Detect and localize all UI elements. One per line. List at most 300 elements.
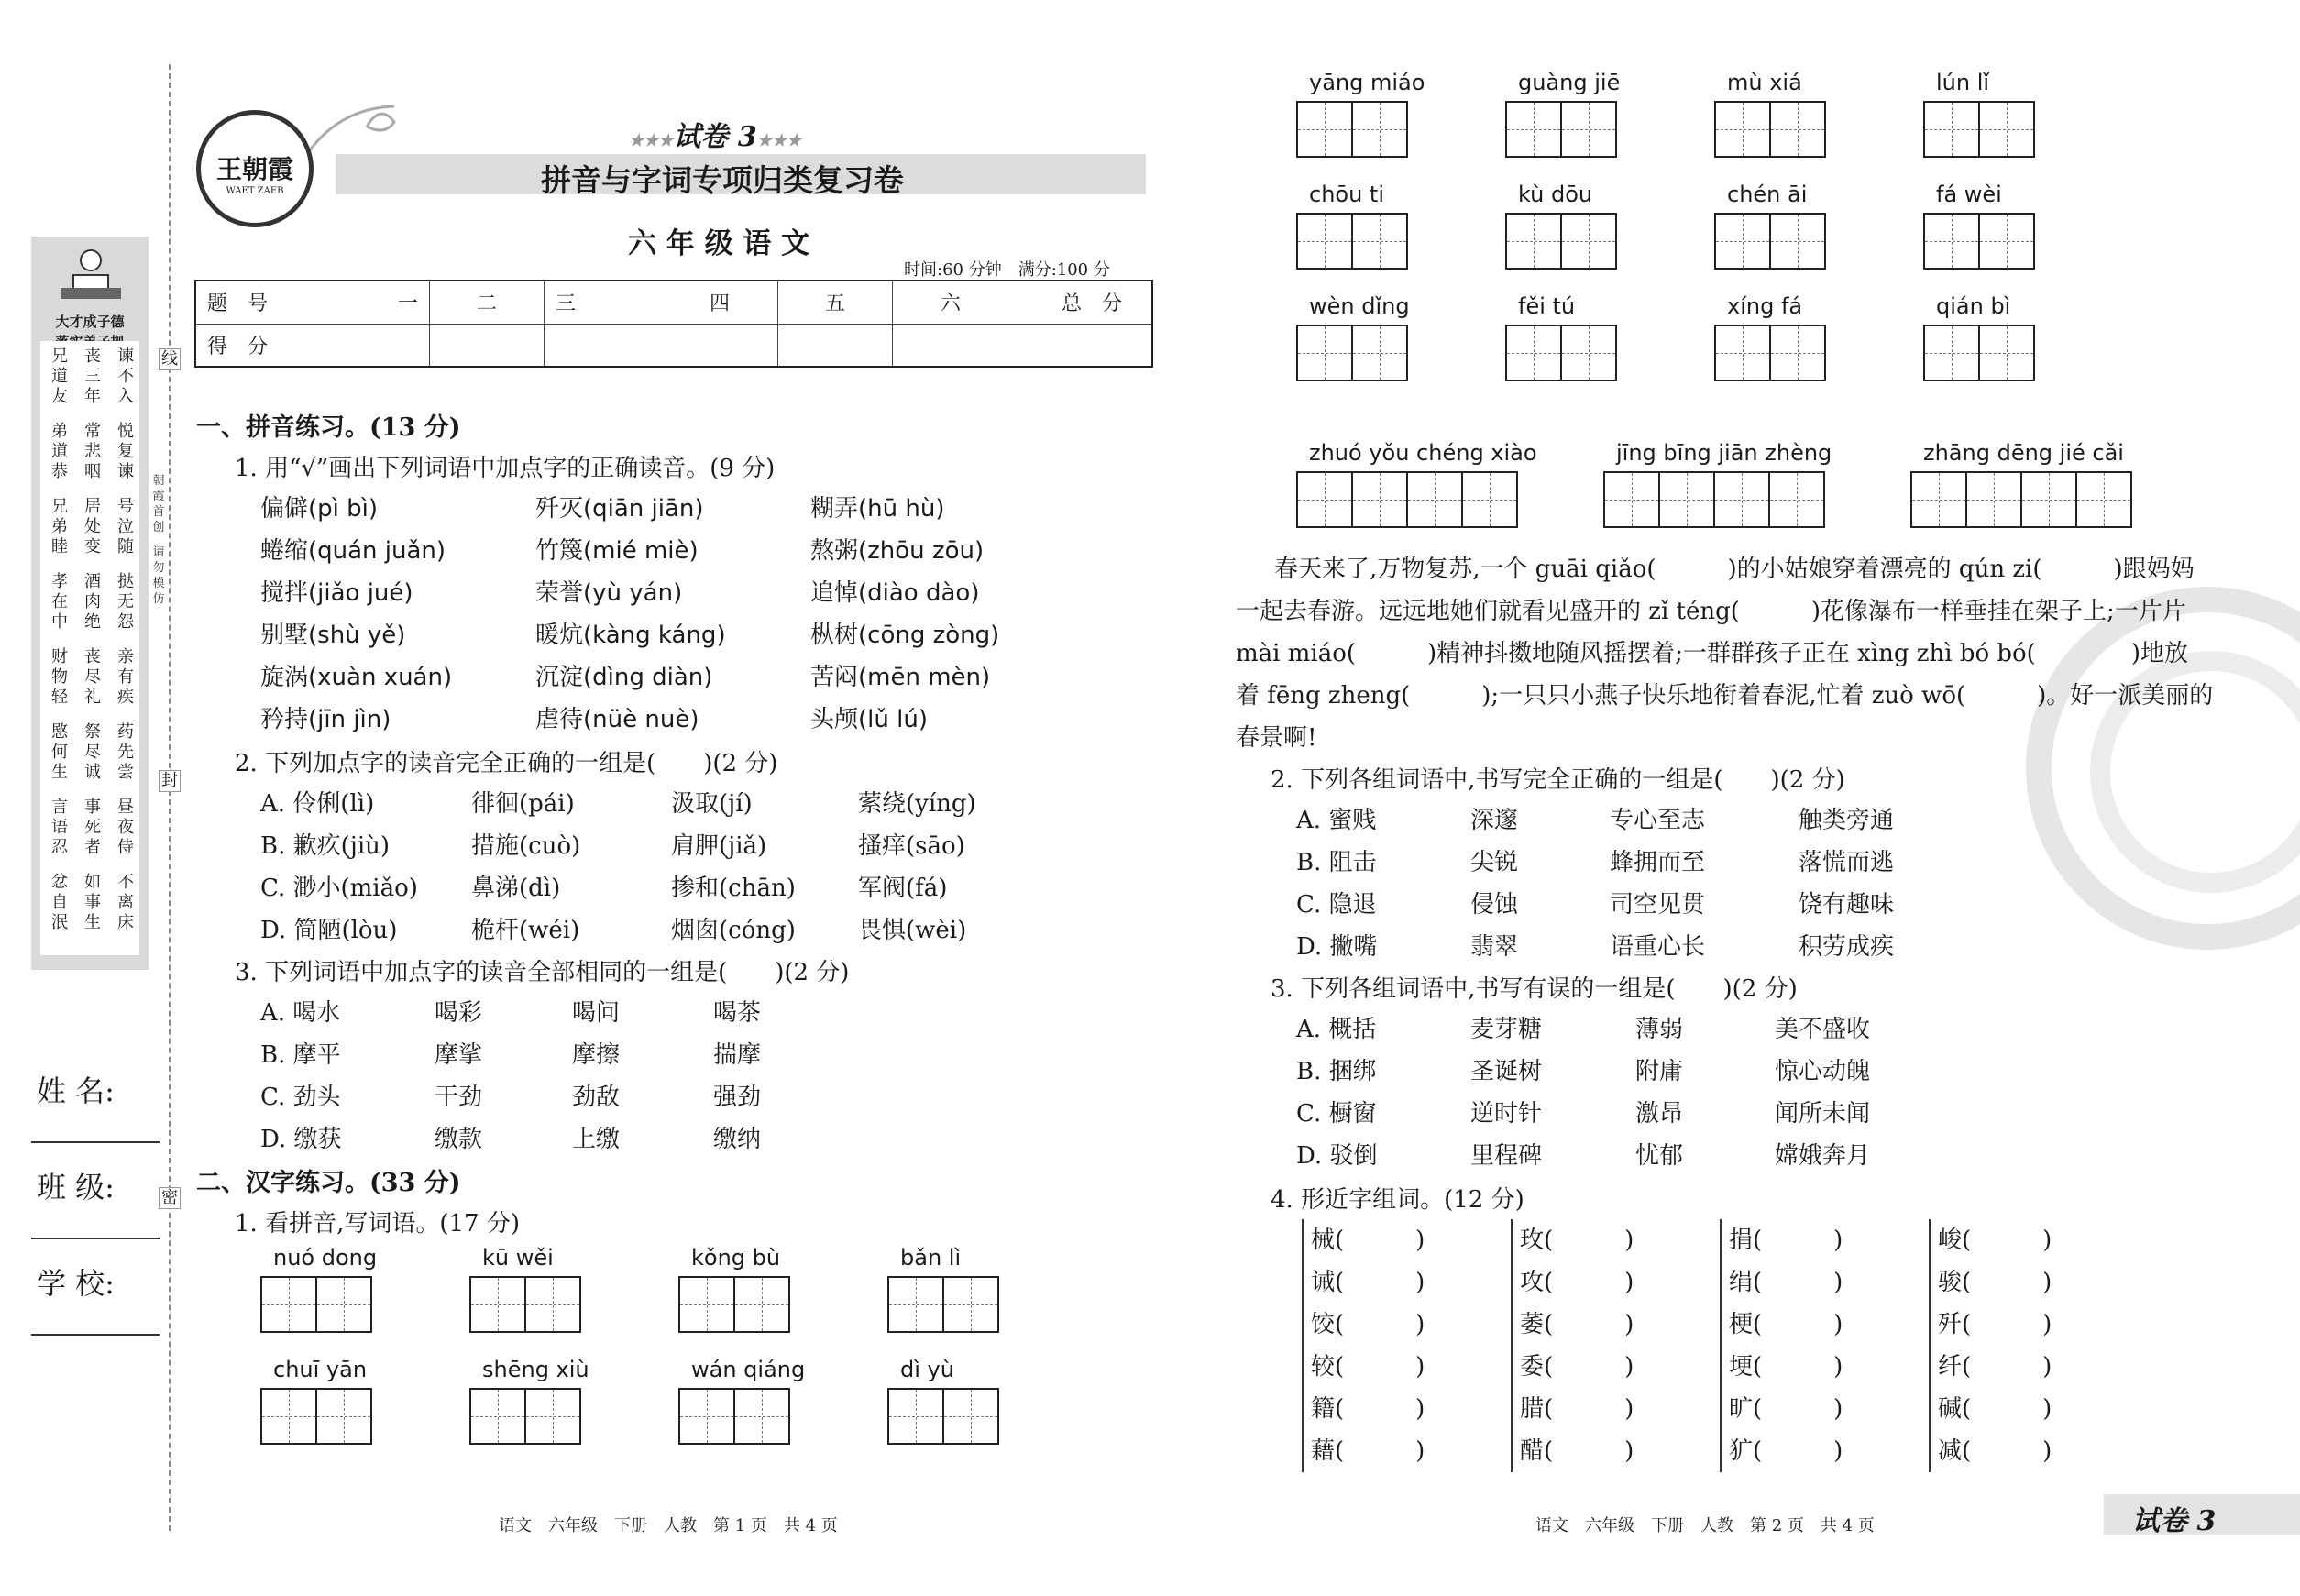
- writing-cell[interactable]: [1923, 213, 1980, 270]
- sidebar-column: [116, 347, 136, 948]
- writing-cell[interactable]: [1351, 213, 1408, 270]
- pinyin-box-group: [1714, 70, 1824, 158]
- option-cell: 缴款: [435, 1126, 483, 1153]
- option-cell: 措施(cuò): [471, 832, 581, 860]
- sidebar-char: 诚: [84, 763, 101, 782]
- sidebar-char: 无: [117, 592, 134, 611]
- writing-cell[interactable]: [1603, 471, 1660, 528]
- word-group-item[interactable]: 碱( ): [1938, 1395, 2052, 1423]
- writing-cell[interactable]: [1769, 101, 1826, 158]
- option-cell: 桅杆(wéi): [471, 917, 580, 944]
- writing-cell[interactable]: [942, 1276, 999, 1333]
- writing-cell[interactable]: [469, 1276, 526, 1333]
- option-cell: 嫦娥奔月: [1775, 1142, 1871, 1170]
- sidebar-char: 先: [117, 743, 134, 762]
- word-group-item[interactable]: 梗( ): [1729, 1311, 1843, 1338]
- sidebar-char: 生: [51, 763, 68, 782]
- class-input[interactable]: [31, 1238, 160, 1239]
- seal-char: 请: [152, 545, 165, 559]
- sidebar-char: 不: [117, 873, 134, 892]
- section2-title: 二、汉字练习。(33 分): [196, 1169, 461, 1197]
- sidebar-char: 祭: [84, 722, 101, 742]
- writing-cells: [678, 1388, 805, 1445]
- option-cell[interactable]: D. 简陋(lòu): [260, 917, 398, 944]
- word-group-item[interactable]: 腊( ): [1520, 1395, 1634, 1423]
- writing-cell[interactable]: [1505, 325, 1562, 381]
- option-cell: 忧郁: [1635, 1142, 1684, 1170]
- writing-cells: [1296, 325, 1410, 381]
- writing-cells: [1296, 471, 1537, 528]
- sidebar-char: 丧: [84, 647, 101, 666]
- sidebar-char: 酒: [84, 572, 101, 591]
- writing-cell[interactable]: [678, 1388, 735, 1445]
- sidebar-char: 床: [117, 913, 134, 932]
- option-cell: 徘徊(pái): [471, 790, 575, 818]
- cut-mark: 封: [159, 770, 181, 792]
- series-text: 试卷 3: [673, 121, 757, 153]
- sidebar-char: 自: [51, 893, 68, 912]
- sidebar-char: 言: [51, 798, 68, 817]
- writing-cell[interactable]: [1714, 325, 1771, 381]
- sidebar-char: 兄: [51, 347, 68, 366]
- option-cell: 劲敌: [572, 1084, 621, 1111]
- logo-subtext: WAET ZAEB: [226, 186, 284, 196]
- option-cell: 鼻涕(dì): [471, 875, 561, 902]
- word-group-item[interactable]: 犷( ): [1729, 1437, 1843, 1465]
- writing-cell[interactable]: [1505, 101, 1562, 158]
- pinyin-choice-item[interactable]: 矜持(jīn jìn): [260, 706, 391, 733]
- pinyin-choice-item[interactable]: 旋涡(xuàn xuán): [260, 664, 453, 691]
- word-group-item[interactable]: 绢( ): [1729, 1269, 1843, 1296]
- pinyin-choice-item[interactable]: 别墅(shù yě): [260, 622, 406, 649]
- option-cell: 美不盛收: [1775, 1016, 1871, 1043]
- sidebar-char: 中: [51, 612, 68, 632]
- passage-line: mài miáo( )精神抖擞地随风摇摆着;一群群孩子正在 xìng zhì bó bó( )地放: [1236, 640, 2188, 667]
- option-cell: 肩胛(jiǎ): [671, 832, 767, 860]
- sidebar-char: 事: [84, 798, 101, 817]
- word-group-item[interactable]: 减( ): [1938, 1437, 2052, 1465]
- s2q2-stem: 2. 下列各组词语中,书写完全正确的一组是( )(2 分): [1271, 766, 1845, 794]
- word-group-item[interactable]: 委( ): [1520, 1353, 1634, 1381]
- pinyin-label: kū wěi: [482, 1245, 554, 1271]
- option-cell[interactable]: A. 概括: [1296, 1016, 1377, 1043]
- sidebar-char: 孝: [51, 572, 68, 591]
- writing-cell[interactable]: [733, 1388, 790, 1445]
- sidebar-char: 死: [84, 818, 101, 837]
- word-group-item[interactable]: 捐( ): [1729, 1227, 1843, 1254]
- sidebar-char: 生: [84, 913, 101, 932]
- writing-cells: [469, 1388, 589, 1445]
- pinyin-choice-item[interactable]: 沉淀(dìng diàn): [535, 664, 713, 691]
- sidebar-char: 绝: [84, 612, 101, 632]
- score-cell[interactable]: [778, 324, 893, 367]
- passage-line: 春景啊!: [1236, 724, 1317, 752]
- sidebar-char: 疾: [117, 688, 134, 707]
- pinyin-choice-item[interactable]: 歼灭(qiān jiān): [535, 495, 704, 523]
- option-cell: 烟囱(cóng): [671, 917, 796, 944]
- option-cell: 圣诞树: [1470, 1058, 1543, 1085]
- sidebar-char: 忿: [51, 873, 68, 892]
- seal-char: 创: [152, 521, 165, 534]
- pinyin-choice-item[interactable]: 枞树(cōng zòng): [810, 622, 1000, 649]
- pinyin-choice-item[interactable]: 搅拌(jiǎo jué): [260, 579, 413, 607]
- option-cell: 汲取(jí): [671, 790, 753, 818]
- writing-cell[interactable]: [469, 1388, 526, 1445]
- writing-cell[interactable]: [260, 1276, 317, 1333]
- pinyin-label: fěi tú: [1518, 293, 1576, 319]
- writing-cell[interactable]: [1978, 213, 2035, 270]
- option-cell: 萦绕(yíng): [858, 790, 976, 818]
- sidebar-char: 尽: [84, 743, 101, 762]
- word-group-item[interactable]: 骏( ): [1938, 1269, 2052, 1296]
- writing-cells: [469, 1276, 579, 1333]
- score-cell[interactable]: [545, 324, 778, 367]
- option-cell[interactable]: C. 劲头: [260, 1084, 341, 1111]
- pinyin-choice-item[interactable]: 蜷缩(quán juǎn): [260, 537, 446, 565]
- writing-cell[interactable]: [1769, 213, 1826, 270]
- cut-line: [169, 64, 171, 1531]
- sidebar-char: 号: [117, 497, 134, 516]
- sidebar-char: 如: [84, 873, 101, 892]
- pinyin-box-group: [469, 1245, 579, 1333]
- writing-cell[interactable]: [524, 1388, 581, 1445]
- writing-cell[interactable]: [1351, 471, 1408, 528]
- option-cell[interactable]: A. 蜜贱: [1296, 807, 1377, 834]
- sidebar-char: 财: [51, 647, 68, 666]
- word-group-item[interactable]: 诫( ): [1311, 1269, 1425, 1296]
- option-cell[interactable]: C. 橱窗: [1296, 1100, 1377, 1128]
- option-cell: 积劳成疾: [1799, 933, 1895, 961]
- pinyin-label: mù xiá: [1727, 70, 1802, 95]
- pinyin-label: chuī yān: [273, 1357, 368, 1382]
- pinyin-label: lún lǐ: [1936, 70, 1990, 95]
- writing-cell[interactable]: [1978, 101, 2035, 158]
- option-cell: 掺和(chān): [671, 875, 796, 902]
- option-cell: 畏惧(wèi): [858, 917, 967, 944]
- writing-cell[interactable]: [315, 1388, 372, 1445]
- writing-cell[interactable]: [1910, 471, 1967, 528]
- writing-cells: [1910, 471, 2130, 528]
- writing-cell[interactable]: [887, 1388, 944, 1445]
- score-cell[interactable]: [893, 324, 1153, 367]
- word-group: [1302, 1388, 1425, 1472]
- page-footer-right: 语文 六年级 下册 人教 第 2 页 共 4 页: [1535, 1516, 1875, 1535]
- writing-cells: [887, 1388, 997, 1445]
- score-header: 三: [556, 292, 577, 316]
- sidebar-char: 变: [84, 537, 101, 556]
- writing-cell[interactable]: [2020, 471, 2077, 528]
- pinyin-label: kǒng bù: [691, 1245, 781, 1271]
- writing-cell[interactable]: [942, 1388, 999, 1445]
- pinyin-box-group: [887, 1245, 997, 1333]
- word-group-item[interactable]: 纤( ): [1938, 1353, 2052, 1381]
- cut-mark: 线: [159, 348, 181, 370]
- writing-cells: [1923, 325, 2033, 381]
- sidebar-char: 礼: [84, 688, 101, 707]
- option-cell[interactable]: B. 歉疚(jiù): [260, 832, 391, 860]
- sidebar-char: 药: [117, 722, 134, 742]
- word-group-item[interactable]: 籍( ): [1311, 1395, 1425, 1423]
- writing-cell[interactable]: [1714, 213, 1771, 270]
- writing-cell[interactable]: [1965, 471, 2022, 528]
- pinyin-box-group: [1923, 293, 2033, 381]
- word-group: [1511, 1219, 1634, 1304]
- passage-line: 一起去春游。远远地她们就看见盛开的 zǐ téng( )花像瀑布一样垂挂在架子上;一片片: [1236, 598, 2186, 625]
- option-cell[interactable]: A. 喝水: [260, 999, 341, 1027]
- writing-cell[interactable]: [1978, 325, 2035, 381]
- reading-passage: [1236, 548, 2213, 759]
- writing-cell[interactable]: [1714, 101, 1771, 158]
- pinyin-box-group: [1603, 440, 1832, 528]
- pinyin-label: guàng jiē: [1518, 70, 1621, 95]
- sidebar-char: 处: [84, 517, 101, 536]
- option-cell: 薄弱: [1635, 1016, 1684, 1043]
- word-group-item[interactable]: 萎( ): [1520, 1311, 1634, 1338]
- word-group-item[interactable]: 醋( ): [1520, 1437, 1634, 1465]
- school-input[interactable]: [31, 1334, 160, 1336]
- pinyin-label: nuó dong: [273, 1245, 378, 1271]
- sidebar-char: 年: [84, 387, 101, 406]
- sidebar-char: 常: [84, 422, 101, 441]
- word-group-item[interactable]: 峻( ): [1938, 1227, 2052, 1254]
- sidebar-char: 兄: [51, 497, 68, 516]
- seal-char: 霞: [152, 490, 165, 503]
- writing-cell[interactable]: [1923, 325, 1980, 381]
- word-group-item[interactable]: 玫( ): [1520, 1227, 1634, 1254]
- option-cell: 喝彩: [435, 999, 483, 1027]
- pinyin-label: shēng xiù: [482, 1357, 589, 1382]
- paper-badge-text: 试卷 3: [2132, 1505, 2217, 1537]
- writing-cells: [1505, 213, 1615, 270]
- sidebar-char: 挞: [117, 572, 134, 591]
- option-cell: 逆时针: [1470, 1100, 1543, 1128]
- sidebar-char: 丧: [84, 347, 101, 366]
- writing-cell[interactable]: [1296, 101, 1353, 158]
- option-cell: 强劲: [713, 1084, 762, 1111]
- writing-cell[interactable]: [733, 1276, 790, 1333]
- option-cell[interactable]: D. 缴获: [260, 1126, 342, 1153]
- s2q1-stem: 1. 看拼音,写词语。(17 分): [235, 1210, 520, 1238]
- writing-cells: [678, 1276, 788, 1333]
- writing-cell[interactable]: [1658, 471, 1715, 528]
- section1-title: 一、拼音练习。(13 分): [196, 413, 461, 442]
- seal-char: 模: [152, 577, 165, 590]
- option-cell: 喝问: [572, 999, 621, 1027]
- pinyin-box-group: [1923, 182, 2033, 270]
- logo-text: 王朝霞: [215, 154, 293, 184]
- option-cell: 缴纳: [713, 1126, 762, 1153]
- motto-line: 大才成子德: [55, 314, 125, 330]
- writing-cell[interactable]: [1296, 325, 1353, 381]
- writing-cell[interactable]: [1713, 471, 1770, 528]
- pinyin-box-group: [260, 1245, 377, 1333]
- writing-cell[interactable]: [887, 1276, 944, 1333]
- writing-cells: [887, 1276, 997, 1333]
- word-group-item[interactable]: 械( ): [1311, 1227, 1425, 1254]
- option-cell[interactable]: D. 驳倒: [1296, 1142, 1378, 1170]
- sidebar-char: 弟: [51, 517, 68, 536]
- pinyin-choice-item[interactable]: 头颅(lǔ lú): [810, 706, 928, 733]
- word-group-item[interactable]: 歼( ): [1938, 1311, 2052, 1338]
- pinyin-choice-item[interactable]: 熬粥(zhōu zōu): [810, 537, 985, 565]
- pinyin-choice-item[interactable]: 暖炕(kàng káng): [535, 622, 726, 649]
- word-group: [1929, 1219, 2052, 1304]
- paper-title: 拼音与字词专项归类复习卷: [541, 162, 904, 198]
- option-cell[interactable]: B. 阻击: [1296, 849, 1377, 876]
- option-cell: 触类旁通: [1799, 807, 1895, 834]
- writing-cell[interactable]: [1560, 325, 1617, 381]
- option-cell: 摩挲: [435, 1041, 483, 1069]
- word-group-item[interactable]: 攻( ): [1520, 1269, 1634, 1296]
- writing-cell[interactable]: [1923, 101, 1980, 158]
- option-cell[interactable]: B. 捆绑: [1296, 1058, 1377, 1085]
- sidebar-char: 尝: [117, 763, 134, 782]
- writing-cell[interactable]: [1351, 101, 1408, 158]
- option-cell[interactable]: C. 渺小(miǎo): [260, 875, 418, 902]
- option-cell: 尖锐: [1470, 849, 1519, 876]
- word-group-item[interactable]: 埂( ): [1729, 1353, 1843, 1381]
- option-cell: 干劲: [435, 1084, 483, 1111]
- pinyin-box-group: [1505, 70, 1620, 158]
- score-header: 题 号: [207, 292, 269, 316]
- pinyin-label: qián bì: [1936, 293, 2011, 319]
- sidebar-char: 在: [51, 592, 68, 611]
- sidebar-char: 语: [51, 818, 68, 837]
- pinyin-label: dì yù: [900, 1357, 954, 1382]
- writing-cell[interactable]: [2075, 471, 2132, 528]
- pinyin-choice-item[interactable]: 糊弄(hū hù): [810, 495, 945, 523]
- writing-cell[interactable]: [1296, 213, 1353, 270]
- option-cell: 附庸: [1635, 1058, 1684, 1085]
- option-cell: 饶有趣味: [1799, 891, 1895, 919]
- writing-cell[interactable]: [315, 1276, 372, 1333]
- pinyin-box-group: [1296, 70, 1425, 158]
- word-group: [1929, 1304, 2052, 1388]
- sidebar-char: 居: [84, 497, 101, 516]
- option-cell[interactable]: A. 伶俐(lì): [260, 790, 375, 818]
- sidebar-char: 入: [117, 387, 134, 406]
- option-cell: 落慌而逃: [1799, 849, 1895, 876]
- sidebar-char: 道: [51, 367, 68, 386]
- seal-char: 朝: [152, 474, 165, 488]
- sidebar-char: 睦: [51, 537, 68, 556]
- writing-cell[interactable]: [678, 1276, 735, 1333]
- scholar-figure-icon: [51, 248, 130, 306]
- pinyin-box-group: [1714, 293, 1824, 381]
- pinyin-label: fá wèi: [1936, 182, 2002, 207]
- seal-char: 首: [152, 505, 165, 519]
- option-cell: 麦芽糖: [1470, 1016, 1543, 1043]
- writing-cell[interactable]: [524, 1276, 581, 1333]
- sidebar-columns: [50, 347, 136, 948]
- word-group: [1302, 1219, 1425, 1304]
- q3-stem: 3. 下列词语中加点字的读音全部相同的一组是( )(2 分): [235, 959, 850, 986]
- pinyin-label: chén āi: [1727, 182, 1808, 207]
- q1-stem: 1. 用“√”画出下列词语中加点字的正确读音。(9 分): [235, 455, 776, 482]
- pinyin-box-group: [678, 1357, 805, 1445]
- s2q4-stem: 4. 形近字组词。(12 分): [1271, 1186, 1524, 1214]
- writing-cells: [1505, 101, 1620, 158]
- seal-char: 仿: [152, 592, 165, 606]
- pinyin-label: zhāng dēng jié cǎi: [1923, 440, 2124, 466]
- score-header: 五: [778, 281, 893, 324]
- name-label: 姓 名:: [37, 1073, 115, 1108]
- writing-cells: [260, 1388, 370, 1445]
- score-header: 二: [430, 281, 545, 324]
- option-cell: 语重心长: [1610, 933, 1706, 961]
- sidebar-char: 谏: [117, 462, 134, 481]
- writing-cell[interactable]: [1461, 471, 1518, 528]
- pinyin-choice-item[interactable]: 竹篾(mié miè): [535, 537, 699, 565]
- pinyin-box-group: [1296, 182, 1406, 270]
- score-cell[interactable]: [430, 324, 545, 367]
- series-label: ★★★试卷 3★★★: [629, 121, 802, 153]
- pinyin-label: wán qiáng: [691, 1357, 806, 1382]
- score-header: 一: [397, 292, 418, 316]
- sidebar-char: 怨: [117, 612, 134, 632]
- option-cell: 喝茶: [713, 999, 762, 1027]
- option-cell[interactable]: B. 摩平: [260, 1041, 341, 1069]
- pinyin-box-group: [1296, 440, 1537, 528]
- pinyin-choice-item[interactable]: 荣誉(yù yán): [535, 579, 683, 607]
- pinyin-box-group: [260, 1357, 370, 1445]
- score-table: [194, 280, 1153, 368]
- name-input[interactable]: [31, 1141, 160, 1143]
- sidebar-char: 不: [117, 367, 134, 386]
- word-group: [1511, 1388, 1634, 1472]
- option-cell[interactable]: D. 撇嘴: [1296, 933, 1378, 961]
- pinyin-choice-item[interactable]: 偏僻(pì bì): [260, 495, 379, 523]
- class-label: 班 级:: [37, 1170, 115, 1205]
- brand-logo: [196, 110, 314, 227]
- word-group-item[interactable]: 藉( ): [1311, 1437, 1425, 1465]
- writing-cell[interactable]: [1769, 325, 1826, 381]
- writing-cell[interactable]: [1351, 325, 1408, 381]
- word-group-item[interactable]: 饺( ): [1311, 1311, 1425, 1338]
- pinyin-box-group: [887, 1357, 997, 1445]
- writing-cell[interactable]: [1296, 471, 1353, 528]
- pinyin-choice-item[interactable]: 虐待(nüè nuè): [535, 706, 699, 733]
- writing-cell[interactable]: [260, 1388, 317, 1445]
- option-cell[interactable]: C. 隐退: [1296, 891, 1377, 919]
- writing-cell[interactable]: [1560, 213, 1617, 270]
- option-cell: 军阀(fá): [858, 875, 948, 902]
- pinyin-box-group: [1910, 440, 2130, 528]
- pinyin-choice-item[interactable]: 追悼(diào dào): [810, 579, 980, 607]
- sidebar-char: 泯: [51, 913, 68, 932]
- pinyin-box-group: [1296, 293, 1410, 381]
- writing-cell[interactable]: [1768, 471, 1825, 528]
- pinyin-label: zhuó yǒu chéng xiào: [1309, 440, 1537, 466]
- sidebar-char: 道: [51, 442, 68, 461]
- writing-cells: [1714, 325, 1824, 381]
- writing-cell[interactable]: [1406, 471, 1463, 528]
- word-group-item[interactable]: 较( ): [1311, 1353, 1425, 1381]
- pinyin-box-group: [469, 1357, 589, 1445]
- sidebar-char: 悲: [84, 442, 101, 461]
- option-cell: 里程碑: [1470, 1142, 1543, 1170]
- sidebar-char: 谏: [117, 347, 134, 366]
- writing-cell[interactable]: [1505, 213, 1562, 270]
- writing-cell[interactable]: [1560, 101, 1617, 158]
- seal-char: 勿: [152, 561, 165, 575]
- sidebar-char: 复: [117, 442, 134, 461]
- word-group-item[interactable]: 旷( ): [1729, 1395, 1843, 1423]
- sidebar-char: 事: [84, 893, 101, 912]
- option-cell: 侵蚀: [1470, 891, 1519, 919]
- pinyin-choice-item[interactable]: 苦闷(mēn mèn): [810, 664, 991, 691]
- pinyin-label: xíng fá: [1727, 293, 1803, 319]
